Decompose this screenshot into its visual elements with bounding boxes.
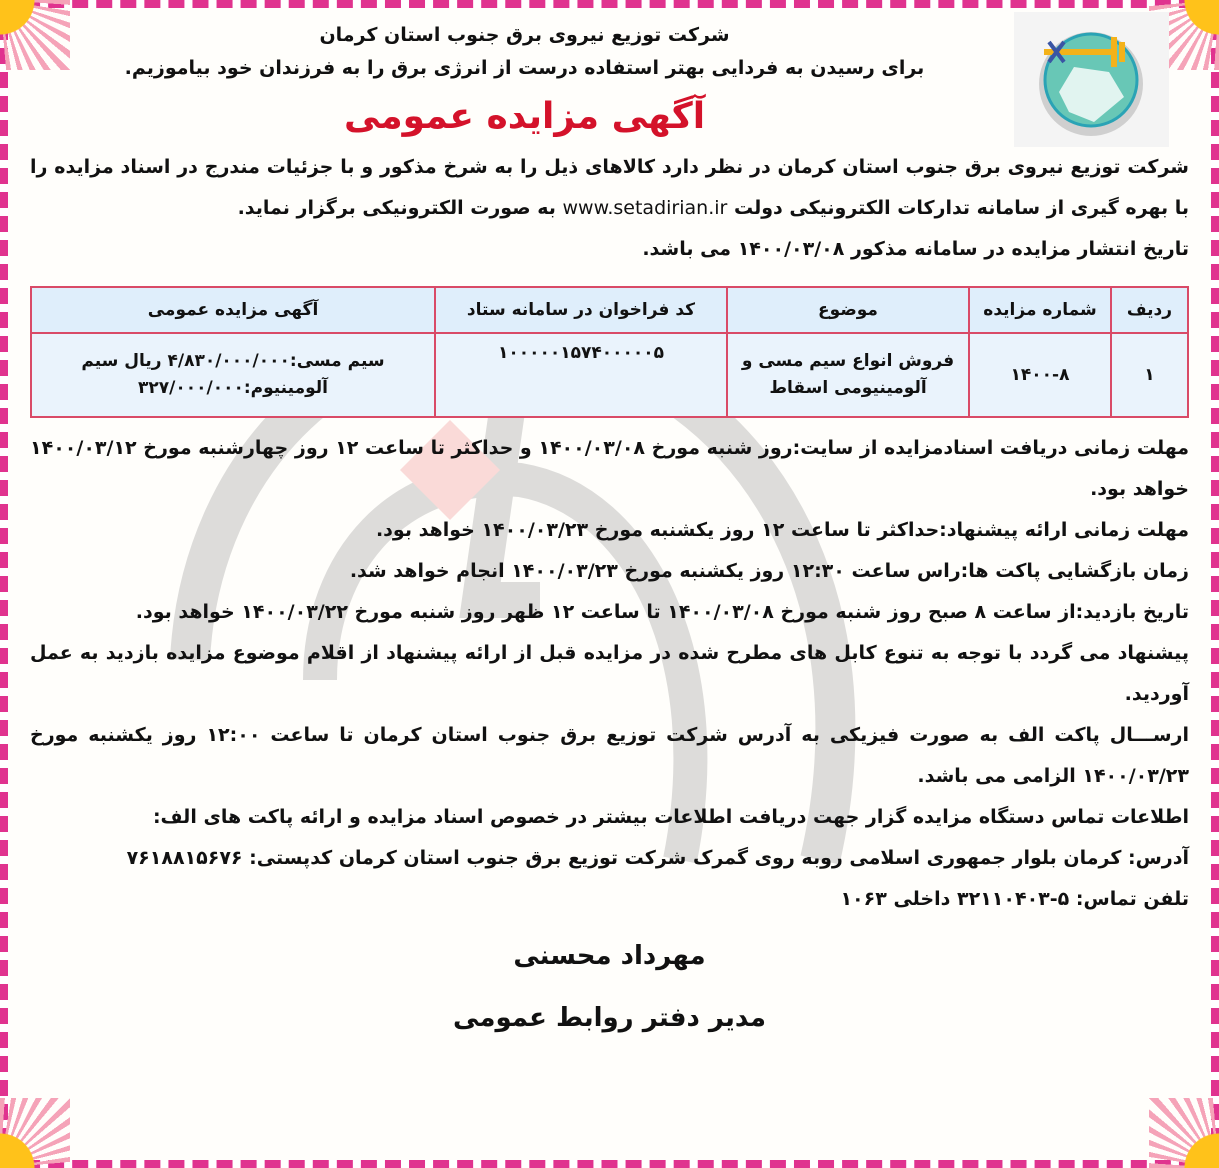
paragraph-documents-deadline: مهلت زمانی دریافت اسنادمزایده از سایت:روز شنبه مورخ ۱۴۰۰/۰۳/۰۸ و حداکثر تا ساعت ۱۲ روز چهارشنبه مورخ ۱۴۰۰/۰۳/۱۲ خواهد بود. — [30, 437, 1190, 500]
column-header: موضوع — [727, 287, 969, 333]
signatory-name: مهرداد محسنی — [513, 941, 706, 971]
paragraph-offer-deadline: مهلت زمانی ارائه پیشنهاد:حداکثر تا ساعت ۱۲ روز یکشنبه مورخ ۱۴۰۰/۰۳/۲۳ خواهد بود. — [375, 519, 1189, 541]
corner-sunburst-icon — [0, 1098, 70, 1168]
intro-text-2: به صورت الکترونیکی برگزار نماید. — [237, 197, 556, 219]
table-row — [31, 333, 1188, 417]
auction-table — [30, 286, 1189, 418]
column-header: ردیف — [1111, 287, 1188, 333]
page-title: آگهی مزایده عمومی — [343, 96, 706, 137]
corner-sunburst-icon — [1149, 1098, 1219, 1168]
company-slogan: برای رسیدن به فردایی بهتر استفاده درست از انرژی برق را به فرزندان خود بیاموزیم. — [124, 57, 925, 79]
table-cell: فروش انواع سیم مسی و آلومینیومی اسقاط — [727, 333, 969, 417]
signatory-position: مدیر دفتر روابط عمومی — [453, 1003, 766, 1033]
paragraph-visit-date: تاریخ بازدید:از ساعت ۸ صبح روز شنبه مورخ ۱۴۰۰/۰۳/۰۸ تا ساعت ۱۲ ظهر روز شنبه مورخ ۱۴۰۰/۰۳/۲۲ خواهد بود. — [135, 601, 1189, 623]
column-header: کد فراخوان در سامانه ستاد — [435, 287, 727, 333]
column-header: آگهی مزایده عمومی — [31, 287, 435, 333]
table-cell: ۱ — [1111, 333, 1188, 417]
paragraph-recommendation: پیشنهاد می گردد با توجه به تنوع کابل های مطرح شده در مزایده قبل از ارائه پیشنهاد از اقلام موضوع مزایده بازدید به عمل آوردید. — [30, 642, 1189, 705]
table-cell: ۱۴۰۰-۸ — [969, 333, 1111, 417]
paragraph-opening-time: زمان بازگشایی پاکت ها:راس ساعت ۱۲:۳۰ روز یکشنبه مورخ ۱۴۰۰/۰۳/۲۳ انجام خواهد شد. — [349, 560, 1189, 582]
table-cell: سیم مسی:۴/۸۳۰/۰۰۰/۰۰۰ ریال سیم آلومینیوم:۳۲۷/۰۰۰/۰۰۰ — [31, 333, 435, 417]
paragraph-contact-info: اطلاعات تماس دستگاه مزایده گزار جهت دریافت اطلاعات بیشتر در خصوص اسناد مزایده و ارائه پاکت های الف: — [152, 806, 1189, 828]
column-header: شماره مزایده — [969, 287, 1111, 333]
intro-paragraph — [30, 147, 1189, 229]
paragraph-phone: تلفن تماس: ۵-۳۲۱۱۰۴۰۳ داخلی ۱۰۶۳ — [840, 888, 1189, 910]
paragraph-envelope-submission: ارســـال پاکت الف به صورت فیزیکی به آدرس شرکت توزیع برق جنوب استان کرمان تا ساعت ۱۲:۰۰ روز یکشنبه مورخ ۱۴۰۰/۰۳/۲۳ الزامی می باشد. — [30, 724, 1189, 787]
publish-date: تاریخ انتشار مزایده در سامانه مذکور ۱۴۰۰/۰۳/۰۸ می باشد. — [642, 238, 1189, 260]
website-link[interactable]: www.setadirian.ir — [562, 197, 728, 219]
company-name: شرکت توزیع نیروی برق جنوب استان کرمان — [319, 24, 730, 46]
table-header-row — [31, 287, 1188, 333]
paragraph-address: آدرس: کرمان بلوار جمهوری اسلامی روبه روی گمرک شرکت توزیع برق جنوب استان کرمان کدپستی: ۷۶۱۸۸۱۵۶۷۶ — [126, 847, 1189, 869]
intro-text-1: شرکت توزیع نیروی برق جنوب استان کرمان در نظر دارد کالاهای ذیل را به شرخ مذکور و با جزئیات مندرج در اسناد مزایده را با بهره گیری از سامانه تدارکات الکترونیکی دولت — [30, 156, 1189, 219]
table-cell: ۱۰۰۰۰۰۱۵۷۴۰۰۰۰۰۵ — [435, 333, 727, 417]
